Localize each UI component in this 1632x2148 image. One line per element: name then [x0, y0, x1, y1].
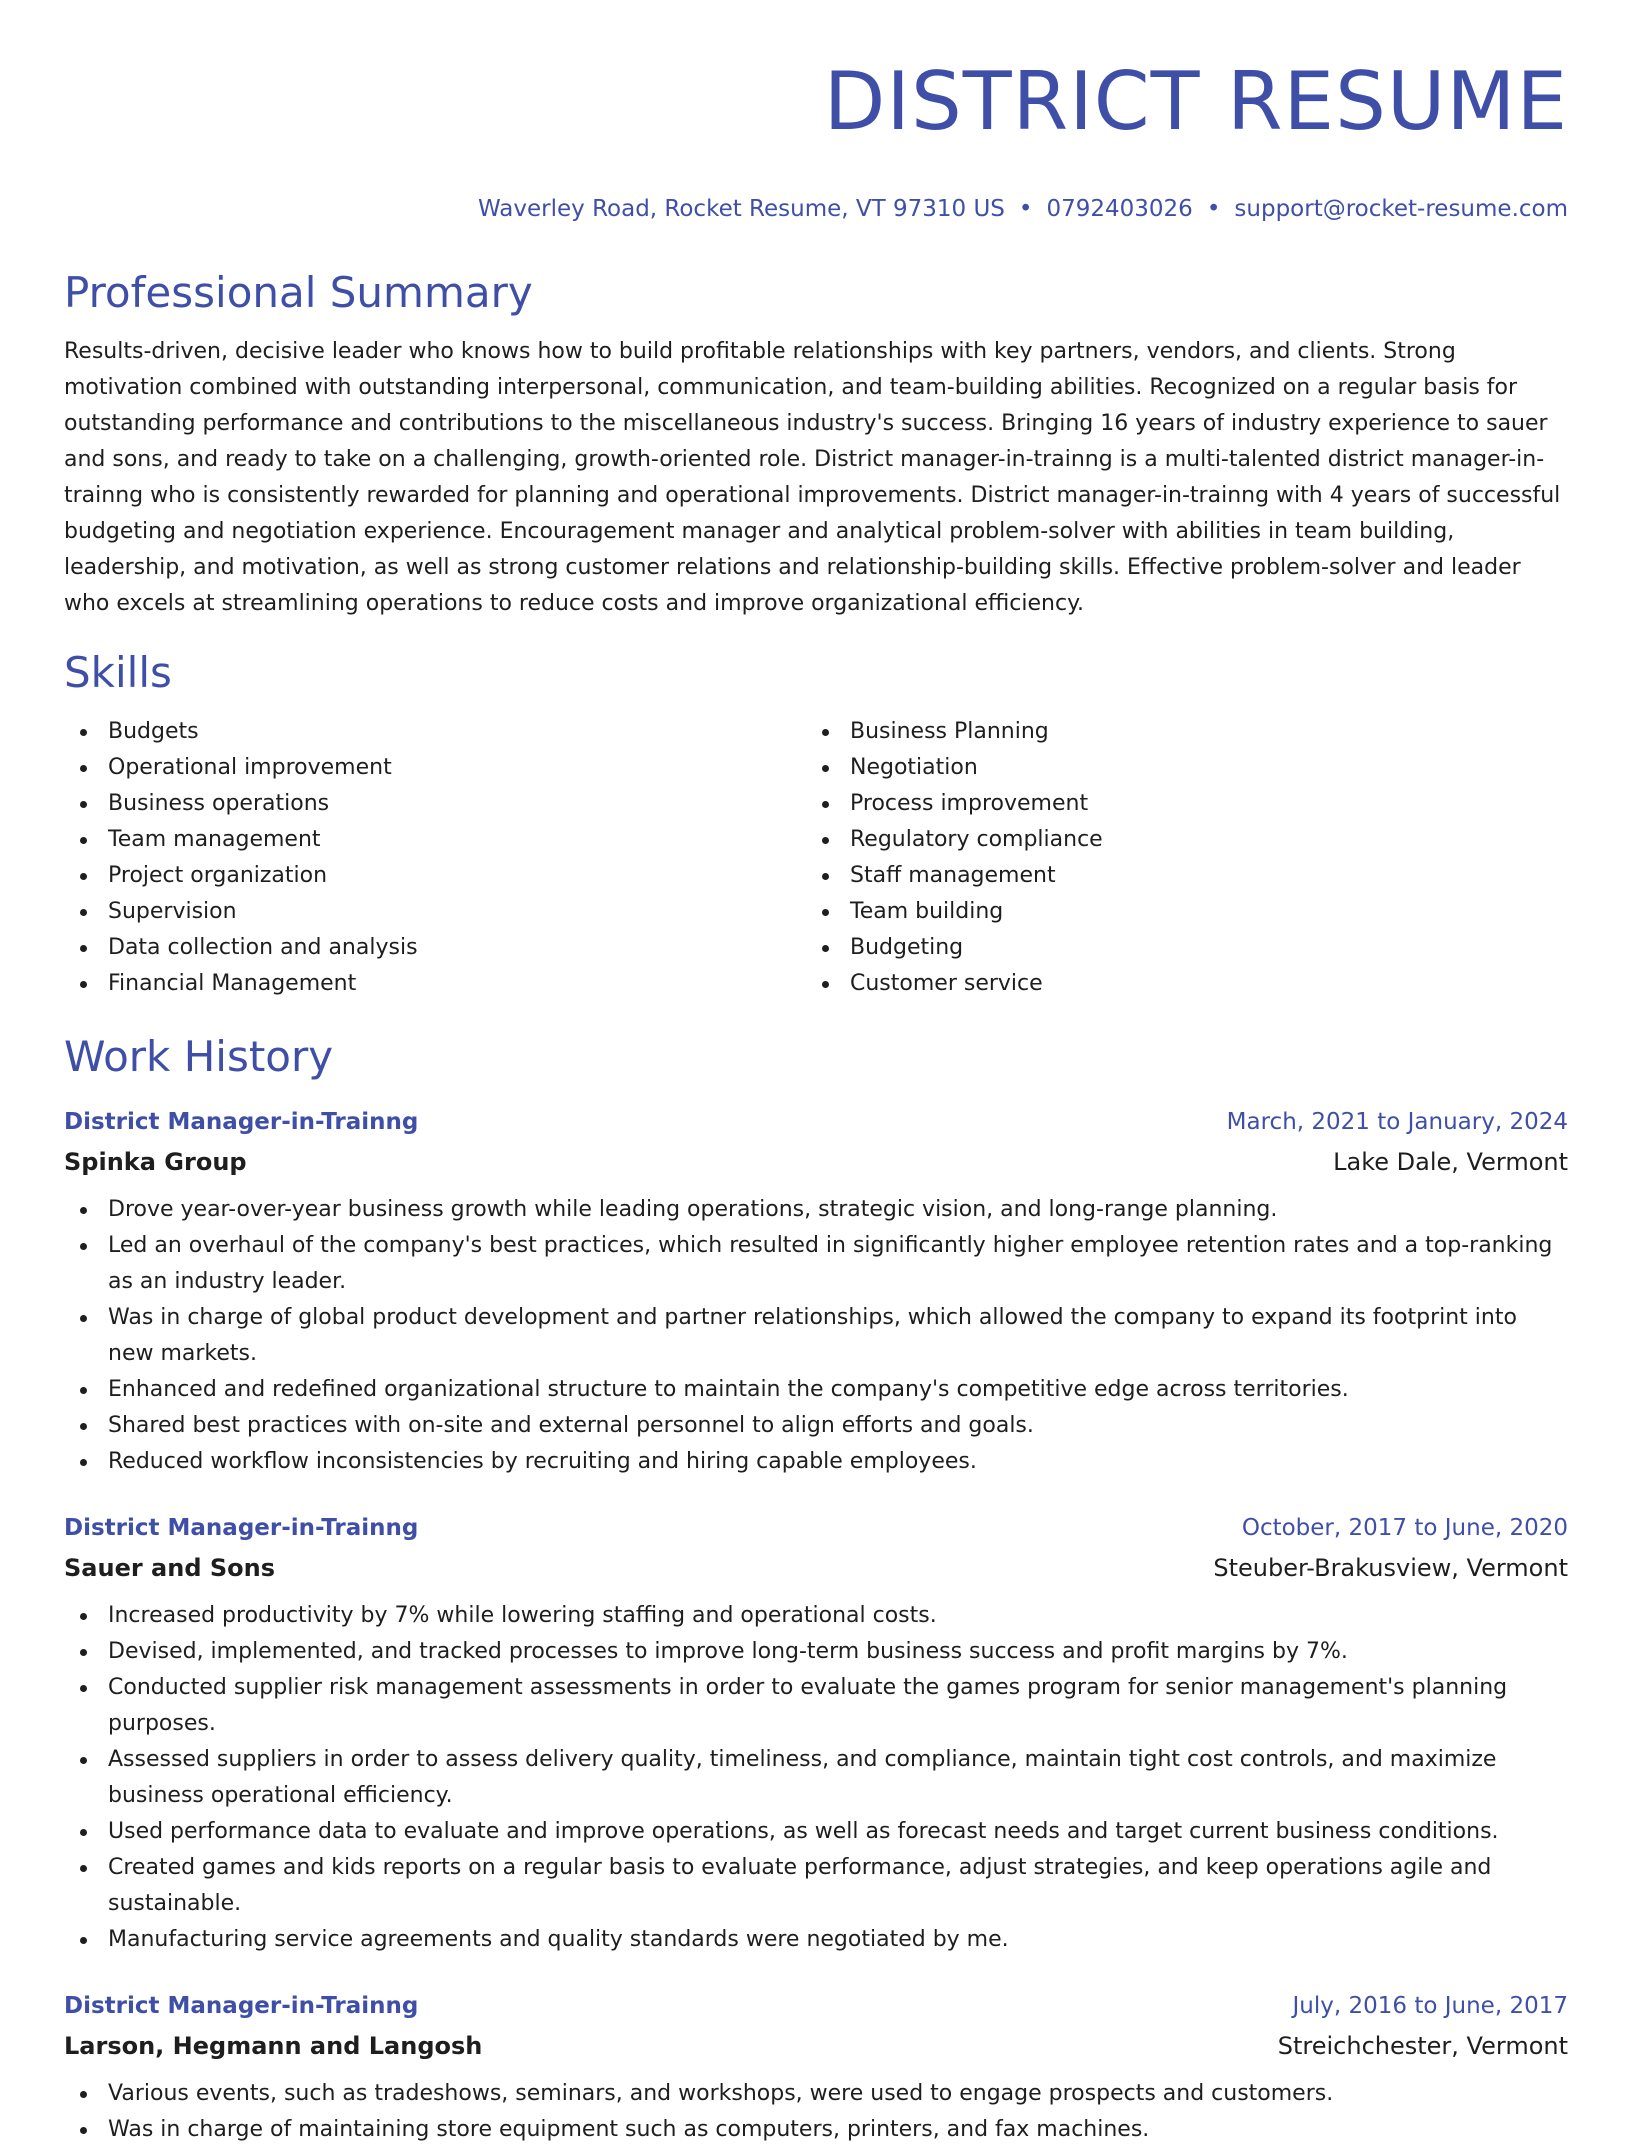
skill-item: Financial Management — [64, 966, 806, 1002]
work-history-heading: Work History — [64, 1032, 334, 1081]
skills-list — [64, 714, 1568, 1002]
summary-text: Results-driven, decisive leader who knows how to build profitable relationships with key partners, vendors, and clients. Strong motivation combined with outstanding interpersonal, communication, and team-building abilities. Recognized on a regular basis for outstanding performance and contributions to the miscellaneous industry's success. Bringing 16 years of industry experience to sauer and sons, and ready to take on a challenging, growth-oriented role. District manager-in-trainng is a multi-talented district manager-in-trainng who is consistently rewarded for planning and operational improvements. District manager-in-trainng with 4 years of successful budgeting and negotiation experience. Encouragement manager and analytical problem-solver with abilities in team building, leadership, and motivation, as well as strong customer relations and relationship-building skills. Effective problem-solver and leader who excels at streamlining operations to reduce costs and improve organizational efficiency. — [64, 339, 1561, 616]
job-bullet: Shared best practices with on-site and external personnel to align efforts and goals. — [64, 1408, 1568, 1444]
contact-address: Waverley Road, Rocket Resume, VT 97310 US — [478, 196, 1005, 222]
job-bullet: Various events, such as tradeshows, seminars, and workshops, were used to engage prospects and customers. — [64, 2076, 1568, 2112]
job-location: Steuber-Brakusview, Vermont — [1213, 1554, 1568, 1582]
contact-separator: • — [1018, 196, 1033, 222]
job-entry — [64, 1104, 1568, 1480]
job-bullet: Reduced workflow inconsistencies by recruiting and hiring capable employees. — [64, 1444, 1568, 1480]
skills-heading: Skills — [64, 648, 172, 697]
job-dates: July, 2016 to June, 2017 — [1292, 1993, 1568, 2019]
job-company: Larson, Hegmann and Langosh — [64, 2032, 483, 2060]
job-bullet: Used performance data to evaluate and improve operations, as well as forecast needs and target current business conditions. — [64, 1814, 1568, 1850]
job-bullet: Drove year-over-year business growth while leading operations, strategic vision, and long-range planning. — [64, 1192, 1568, 1228]
job-dates: October, 2017 to June, 2020 — [1241, 1515, 1568, 1541]
skill-item: Business Planning — [806, 714, 1548, 750]
job-bullet: Manufacturing service agreements and quality standards were negotiated by me. — [64, 1922, 1568, 1958]
contact-email[interactable]: support@rocket-resume.com — [1234, 196, 1568, 222]
skill-item: Budgets — [64, 714, 806, 750]
contact-phone: 0792403026 — [1046, 196, 1193, 222]
job-entry — [64, 1988, 1568, 2148]
job-bullet: Conducted supplier risk management assessments in order to evaluate the games program for senior management's planning purposes. — [64, 1670, 1568, 1742]
job-bullet: Increased productivity by 7% while lowering staffing and operational costs. — [64, 1598, 1568, 1634]
summary-heading: Professional Summary — [64, 268, 533, 317]
skill-item: Data collection and analysis — [64, 930, 806, 966]
skill-item: Supervision — [64, 894, 806, 930]
job-location: Streichchester, Vermont — [1277, 2032, 1568, 2060]
skills-column-left — [64, 714, 806, 1002]
skill-item: Negotiation — [806, 750, 1548, 786]
skill-item: Customer service — [806, 966, 1548, 1002]
job-bullets — [64, 1598, 1568, 1958]
skill-item: Team management — [64, 822, 806, 858]
job-entry — [64, 1510, 1568, 1958]
job-bullet: Was in charge of global product development and partner relationships, which allowed the company to expand its footprint into new markets. — [64, 1300, 1568, 1372]
skill-item: Team building — [806, 894, 1548, 930]
job-bullet: Assessed suppliers in order to assess delivery quality, timeliness, and compliance, maintain tight cost controls, and maximize business operational efficiency. — [64, 1742, 1568, 1814]
skill-item: Project organization — [64, 858, 806, 894]
job-dates: March, 2021 to January, 2024 — [1226, 1109, 1568, 1135]
job-title: District Manager-in-Trainng — [64, 1109, 419, 1135]
skill-item: Budgeting — [806, 930, 1548, 966]
skill-item: Process improvement — [806, 786, 1548, 822]
job-company: Sauer and Sons — [64, 1554, 275, 1582]
contact-separator: • — [1206, 196, 1221, 222]
skill-item: Operational improvement — [64, 750, 806, 786]
skills-column-right — [806, 714, 1548, 1002]
job-bullet: Led an overhaul of the company's best practices, which resulted in significantly higher employee retention rates and a top-ranking as an industry leader. — [64, 1228, 1568, 1300]
job-location: Lake Dale, Vermont — [1333, 1148, 1568, 1176]
job-title: District Manager-in-Trainng — [64, 1515, 419, 1541]
skill-item: Staff management — [806, 858, 1548, 894]
job-company: Spinka Group — [64, 1148, 247, 1176]
contact-line — [64, 194, 1568, 224]
resume-name: DISTRICT RESUME — [823, 55, 1568, 148]
job-bullets — [64, 2076, 1568, 2148]
job-bullet: Created games and kids reports on a regular basis to evaluate performance, adjust strategies, and keep operations agile and sustainable. — [64, 1850, 1568, 1922]
job-bullet: Was in charge of maintaining store equipment such as computers, printers, and fax machines. — [64, 2112, 1568, 2148]
job-title: District Manager-in-Trainng — [64, 1993, 419, 2019]
job-bullet: Enhanced and redefined organizational structure to maintain the company's competitive edge across territories. — [64, 1372, 1568, 1408]
job-bullets — [64, 1192, 1568, 1480]
job-bullet: Devised, implemented, and tracked processes to improve long-term business success and profit margins by 7%. — [64, 1634, 1568, 1670]
skill-item: Regulatory compliance — [806, 822, 1548, 858]
skill-item: Business operations — [64, 786, 806, 822]
